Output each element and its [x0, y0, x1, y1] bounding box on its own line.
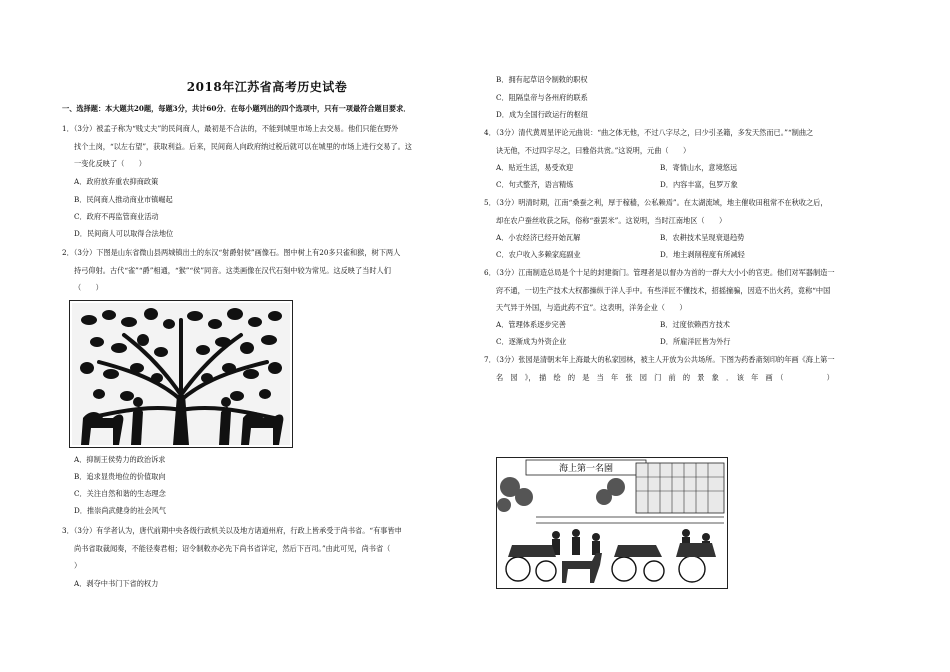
- q3-option-d[interactable]: D．成为全国行政运行的枢纽: [496, 110, 589, 119]
- q7-line2: 名 园 》， 描 绘 的 是 当 年 张 园 门 前 的 景 象 ． 该 年 画 （ ）: [496, 372, 834, 382]
- q2-option-d[interactable]: D．推崇尚武健身的社会风气: [74, 506, 167, 515]
- q1-option-c[interactable]: C．政府不再监管商业活动: [74, 212, 159, 221]
- question-5: [484, 194, 904, 229]
- q3-line2: 尚书省取裁闻奏，不能径奏君相；诏令制敕亦必先下尚书省详定，然后下百司。”由此可见，尚书省（: [74, 543, 391, 553]
- q6-line1: 6．（3分）江南制造总局是个十足的封建衙门。管理者是以督办为首的一群大大小小的官吏。他们对军器制造一: [484, 268, 835, 277]
- q2-option-c[interactable]: C．关注自然和谐的生态理念: [74, 489, 166, 498]
- q3-line1: 3．（3分）有学者认为，唐代前期中央各级行政机关以及地方诸道州府，行政上皆承受于尚书省。“有事皆申: [62, 526, 402, 535]
- q4-option-d[interactable]: D．内容丰富，包罗万象: [660, 180, 738, 189]
- q1-line3: 一变化反映了（ ）: [74, 159, 146, 168]
- q3-option-b[interactable]: B．拥有起草诏令制敕的职权: [496, 75, 588, 84]
- q5-option-b[interactable]: B．农耕技术呈现衰退趋势: [660, 233, 745, 242]
- q3-option-c[interactable]: C．阻隔皇帝与各州府的联系: [496, 93, 588, 102]
- q6-option-d[interactable]: D．所雇洋匠皆为外行: [660, 337, 731, 346]
- q6-line2: 窍不通，一切生产技术大权都操纵于洋人手中。有些洋匠不懂技术，招摇撞骗，因造不出火药，竟称“中国: [496, 285, 831, 295]
- q2-line3: （ ）: [74, 283, 103, 292]
- q2-option-b[interactable]: B．追求显贵地位的价值取向: [74, 472, 166, 481]
- question-3: [62, 522, 482, 575]
- q1-line1: 1．（3分）被孟子称为“贱丈夫”的民间商人，最初是不合法的，不能到城里市场上去交易。他们只能在野外: [62, 124, 399, 133]
- q6-option-b[interactable]: B．过度依赖西方技术: [660, 320, 730, 329]
- q1-option-b[interactable]: B．民间商人推动商业市镇崛起: [74, 195, 173, 204]
- q6-option-c[interactable]: C．逐渐成为外资企业: [496, 337, 567, 346]
- q1-line2: 找个土岗，“以左右望”，获取利益。后来，民间商人向政府纳过税后就可以在城里的市场上进行交易了。这: [74, 141, 412, 151]
- q5-option-a[interactable]: A．小农经济已经开始瓦解: [496, 233, 581, 242]
- q5-line2: 却在农户蚕丝收获之际，俗称“蚕罢米”。这说明，当时江南地区（ ）: [496, 215, 727, 225]
- question-6: [484, 264, 904, 317]
- q7-line1: 7．（3分）张园是清朝末年上海最大的私家园林，被主人开放为公共场所。下图为药香斋刻印的年画《海上第一: [484, 355, 835, 364]
- question-7: [484, 351, 904, 386]
- q5-line1: 5．（3分）明清时期，江南“桑蚕之利，厚于稼穑，公私赖焉”。在太湖流域，地主催收田租常不在秋收之后，: [484, 198, 828, 207]
- q5-option-c[interactable]: C．农户收入多赖家庭副业: [496, 250, 581, 259]
- q6-line3: 天气异于外国，与造此药不宜”。这表明，洋务企业（ ）: [496, 303, 687, 312]
- q4-option-b[interactable]: B．寄情山水，意境悠远: [660, 163, 738, 172]
- stone-relief-image: [69, 300, 293, 448]
- question-2: [62, 244, 482, 297]
- q4-option-c[interactable]: C．句式整齐，语言精炼: [496, 180, 574, 189]
- question-4: [484, 124, 904, 159]
- section-heading: 一、选择题：本大题共20题，每题3分，共计60分．在每小题列出的四个选项中，只有一项最符合题目要求．: [62, 104, 411, 113]
- q2-option-a[interactable]: A．抑制王侯势力的政治诉求: [74, 455, 166, 464]
- new-year-print-image: [496, 457, 728, 589]
- question-1: [62, 120, 482, 173]
- q6-option-a[interactable]: A．管理体系逐步完善: [496, 320, 566, 329]
- q1-option-a[interactable]: A．政府放弃重农抑商政策: [74, 177, 159, 186]
- q1-option-d[interactable]: D．民间商人可以取得合法地位: [74, 229, 174, 238]
- q3-line3: ）: [74, 561, 82, 570]
- q4-line1: 4．（3分）清代黄周星评论元曲说：“曲之体无他，不过八字尽之，曰少引圣籍，多发天然而已。”“制曲之: [484, 128, 814, 137]
- print-caption: 海上第一名園: [558, 464, 614, 474]
- page-title: 2018年江苏省高考历史试卷: [186, 80, 348, 94]
- q2-line2: 持弓仰射。古代“雀”“爵”相通，“猴”“侯”同音。这类画像在汉代石刻中较为常见。这反映了当时人们: [74, 265, 391, 275]
- q3-option-a[interactable]: A．剥夺中书门下省的权力: [74, 579, 159, 588]
- q4-line2: 诀无他，不过四字尽之，曰雅俗共赏。”这说明，元曲（ ）: [496, 145, 691, 155]
- q5-option-d[interactable]: D．地主剥削程度有所减轻: [660, 250, 745, 259]
- q4-option-a[interactable]: A．贴近生活，易受欢迎: [496, 163, 574, 172]
- q2-line1: 2．（3分）下图是山东省微山县两城镇出土的东汉“射爵射侯”画像石。图中树上有20多只雀和猴，树下两人: [62, 248, 401, 257]
